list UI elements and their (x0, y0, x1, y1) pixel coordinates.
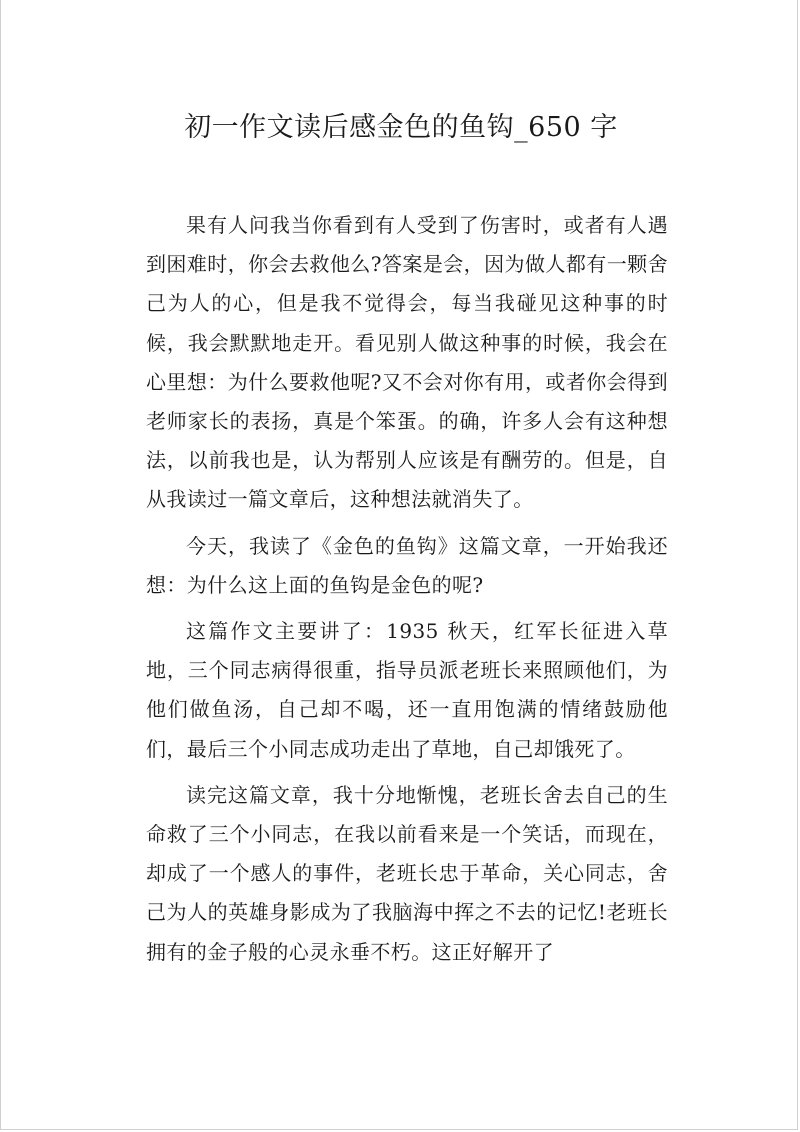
paragraph: 今天，我读了《金色的鱼钩》这篇文章，一开始我还想：为什么这上面的鱼钩是金色的呢? (146, 533, 668, 597)
paragraph: 果有人问我当你看到有人受到了伤害时，或者有人遇到困难时，你会去救他么?答案是会，因为做人都有一颗舍己为人的心，但是我不觉得会，每当我碰见这种事的时候，我会默默地走开。看见别人做这种事的时候，我会在心里想：为什么要救他呢?又不会对你有用，或者你会得到老师家长的表扬，真是个笨蛋。的确，许多人会有这种想法，以前我也是，认为帮别人应该是有酬劳的。但是，自从我读过一篇文章后，这种想法就消失了。 (146, 213, 668, 512)
paragraph: 读完这篇文章，我十分地惭愧，老班长舍去自己的生命救了三个小同志，在我以前看来是一个笑话，而现在，却成了一个感人的事件，老班长忠于革命，关心同志，舍己为人的英雄身影成为了我脑海中挥之不去的记忆!老班长拥有的金子般的心灵永垂不朽。这正好解开了 (146, 782, 668, 964)
document-body (146, 206, 668, 979)
document-title: 初一作文读后感金色的鱼钩_650 字 (184, 112, 618, 143)
paragraph: 这篇作文主要讲了：1935 秋天，红军长征进入草地，三个同志病得很重，指导员派老班长来照顾他们，为他们做鱼汤，自己却不喝，还一直用饱满的情绪鼓励他们，最后三个小同志成功走出了草地，自己却饿死了。 (146, 619, 668, 761)
